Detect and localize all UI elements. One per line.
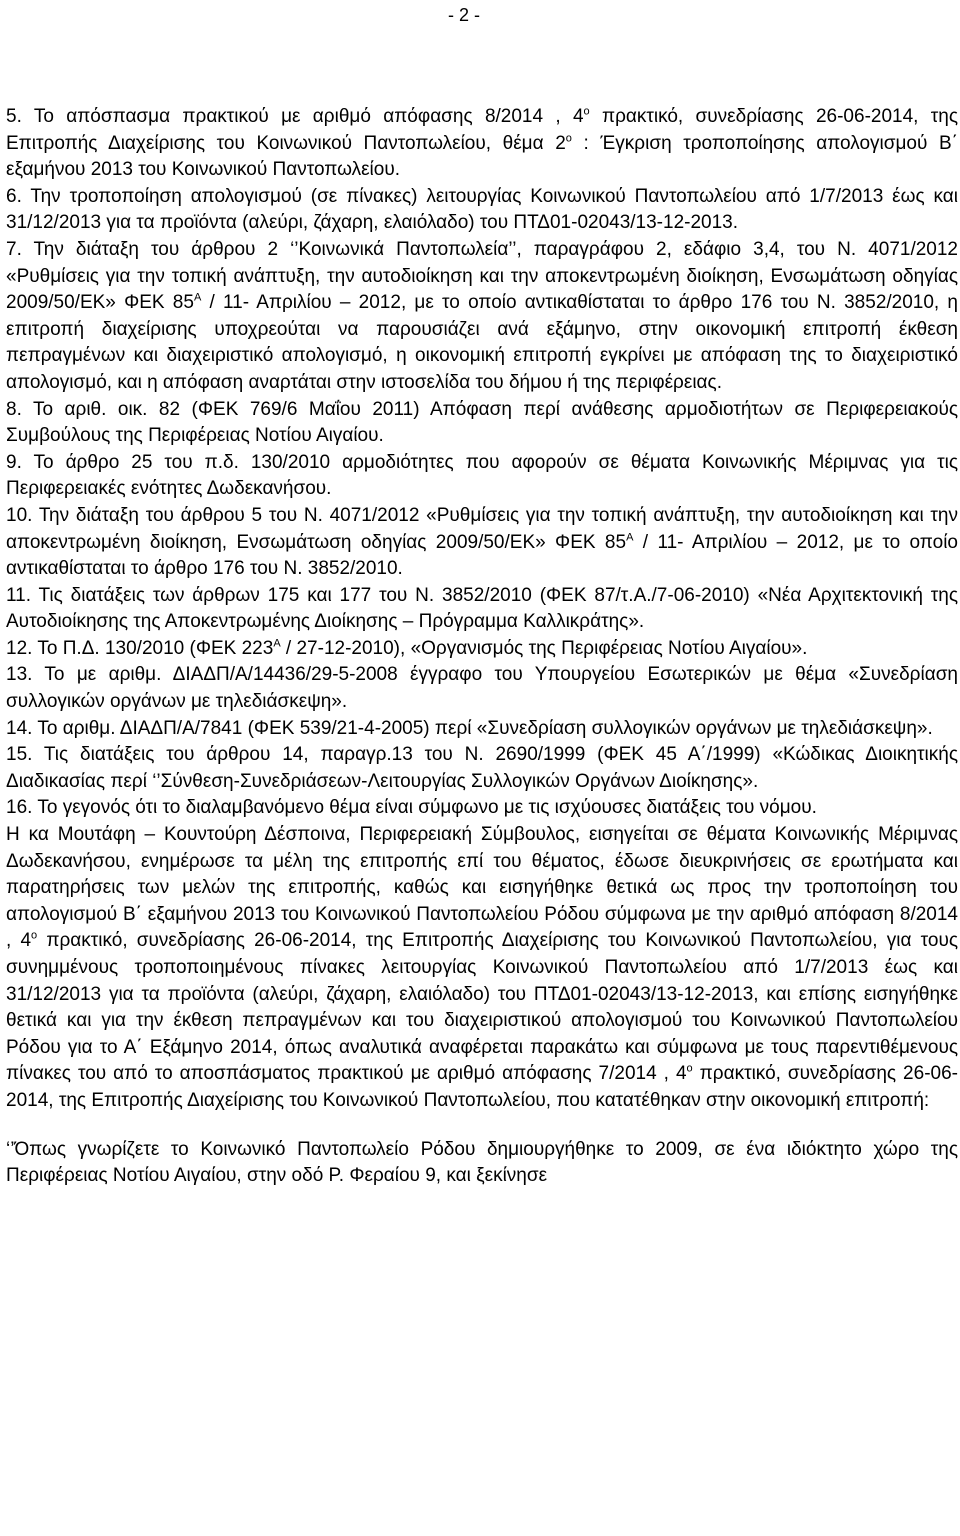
paragraph-13: 13. Το με αριθμ. ΔΙΑΔΠ/Α/14436/29-5-2008 έγγραφο του Υπουργείου Εσωτερικών με θέμα «Συνεδρίαση συλλογικών οργάνων με τηλεδιάσκεψη». — [6, 664, 958, 713]
paragraph-10: 10. Την διάταξη του άρθρου 5 του Ν. 4071/2012 «Ρυθμίσεις για την τοπική ανάπτυξη, την αυτοδιοίκηση και την αποκεντρωμένη διοίκηση, Ενσωμάτωση οδηγίας 2009/50/ΕΚ» ΦΕΚ $85^A / 11-$ Απριλίου – 2012, με το οποίο αντικαθίσταται το άρθρο 176 του Ν. 3852/2010. — [6, 504, 958, 580]
paragraph-5: 5. Το απόσπασμα πρακτικού με αριθμό απόφασης 8/2014 , $4^o$ πρακτικό, συνεδρίασης 26-06-2014, της Επιτροπής Διαχείρισης του Κοινωνικού Παντοπωλείου, θέμα $2^o$ : Έγκριση τροποποίησης απολογισμού Β΄ εξαμήνου 2013 του Κοινωνικού Παντοπωλείου. — [6, 105, 958, 181]
paragraph-11: 11. Τις διατάξεις των άρθρων 175 και 177 του Ν. 3852/2010 (ΦΕΚ 87/τ.Α./7-06-2010) «Νέα Αρχιτεκτονική της Αυτοδιοίκησης της Αποκεντρωμένης Διοίκησης – Πρόγραμμα Καλλικράτης». — [6, 584, 958, 633]
document-body — [6, 104, 958, 1190]
paragraph-12: 12. Το Π.Δ. 130/2010 (ΦΕΚ $223^A / 27-12-2010$), «Οργανισμός της Περιφέρειας Νοτίου Αιγαίου». — [6, 637, 808, 659]
paragraph-8: 8. Το αριθ. οικ. 82 (ΦΕΚ 769/6 Μαΐου 2011) Απόφαση περί ανάθεσης αρμοδιοτήτων σε Περιφερειακούς Συμβούλους της Περιφέρειας Νοτίου Αιγαίου. — [6, 398, 958, 447]
page-number: - 2 - — [447, 5, 480, 25]
paragraph-14: 14. Το αριθμ. ΔΙΑΔΠ/Α/7841 (ΦΕΚ 539/21-4-2005) περί «Συνεδρίαση συλλογικών οργάνων με τηλεδιάσκεψη». — [6, 717, 933, 739]
paragraph-15: 15. Τις διατάξεις του άρθρου 14, παραγρ.13 του Ν. 2690/1999 (ΦΕΚ 45 Α΄/1999) «Κώδικας Διοικητικής Διαδικασίας περί ‘’Σύνθεση-Συνεδριάσεων-Λειτουργίας Συλλογικών Οργάνων Διοίκησης». — [6, 744, 958, 792]
paragraph-quote: ‘’Όπως γνωρίζετε το Κοινωνικό Παντοπωλείο Ρόδου δημιουργήθηκε το 2009, σε ένα ιδιόκτητο χώρο της Περιφέρειας Νοτίου Αιγαίου, στην οδό Ρ. Φεραίου 9, και ξεκίνησε — [6, 1138, 958, 1187]
paragraph-body: Η κα Μουτάφη – Κουντούρη Δέσποινα, Περιφερειακή Σύμβουλος, εισηγείται σε θέματα Κοινωνικής Μέριμνας Δωδεκανήσου, ενημέρωσε τα μέλη της επιτροπής επί του θέματος, έδωσε διευκρινήσεις σε ερωτήματα και παρατηρήσεις των μελών της επιτροπής, καθώς και εισηγήθηκε θετικά ως προς την τροποποίηση του απολογισμού Β΄ εξαμήνου 2013 του Κοινωνικού Παντοπωλείου Ρόδου σύμφωνα με την αριθμό απόφαση 8/2014 , $4^o$ πρακτικό, συνεδρίασης 26-06-2014, της Επιτροπής Διαχείρισης του Κοινωνικού Παντοπωλείου, για τους συνημμένους τροποποιημένους πίνακες λειτουργίας Κοινωνικού Παντοπωλείου από 1/7/2013 έως και 31/12/2013 για τα προϊόντα (αλεύρι, ζάχαρη, ελαιόλαδο) του ΠΤΔ01-02043/13-12-2013, και επίσης εισηγήθηκε θετικά και για την έκθεση πεπραγμένων και του διαχειριστικού απολογισμού του Κοινωνικού Παντοπωλείου Ρόδου για το Α΄ Εξάμηνο 2014, όπως αναλυτικά αναφέρεται παρακάτω και σύμφωνα με τους παρεντιθέμενους πίνακες του από το αποσπάσματος πρακτικού με αριθμό απόφασης 7/2014 , $4^o$ πρακτικό, συνεδρίασης 26-06-2014, της Επιτροπής Διαχείρισης του Κοινωνικού Παντοπωλείου, που κατατέθηκαν στην οικονομική επιτροπή: — [6, 824, 958, 1111]
paragraph-9: 9. Το άρθρο 25 του π.δ. 130/2010 αρμοδιότητες που αφορούν σε θέματα Κοινωνικής Μέριμνας για τις Περιφερειακές ενότητες Δωδεκανήσου. — [6, 451, 958, 500]
paragraph-6: 6. Την τροποποίηση απολογισμού (σε πίνακες) λειτουργίας Κοινωνικού Παντοπωλείου από 1/7/2013 έως και 31/12/2013 για τα προϊόντα (αλεύρι, ζάχαρη, ελαιόλαδο) του ΠΤΔ01-02043/13-12-2013. — [6, 185, 958, 234]
paragraph-7: 7. Την διάταξη του άρθρου 2 ‘’Κοινωνικά Παντοπωλεία’’, παραγράφου 2, εδάφιο 3,4, του Ν. 4071/2012 «Ρυθμίσεις για την τοπική ανάπτυξη, την αυτοδιοίκηση και την αποκεντρωμένη διοίκηση, Ενσωμάτωση οδηγίας 2009/50/ΕΚ» ΦΕΚ $85^A / 11-$ Απριλίου – 2012, με το οποίο αντικαθίσταται το άρθρο 176 του Ν. 3852/2010, η επιτροπή διαχείρισης υποχρεούται να παρουσιάζει ανά εξάμηνο, στην οικονομική επιτροπή έκθεση πεπραγμένων και διαχειριστικό απολογισμό, η οικονομική επιτροπή εγκρίνει με απόφαση της το διαχειριστικό απολογισμό, και η απόφαση αναρτάται στην ιστοσελίδα του δήμου ή της περιφέρειας. — [6, 238, 958, 393]
paragraph-16: 16. Το γεγονός ότι το διαλαμβανόμενο θέμα είναι σύμφωνο με τις ισχύουσες διατάξεις του νόμου. — [6, 797, 817, 819]
